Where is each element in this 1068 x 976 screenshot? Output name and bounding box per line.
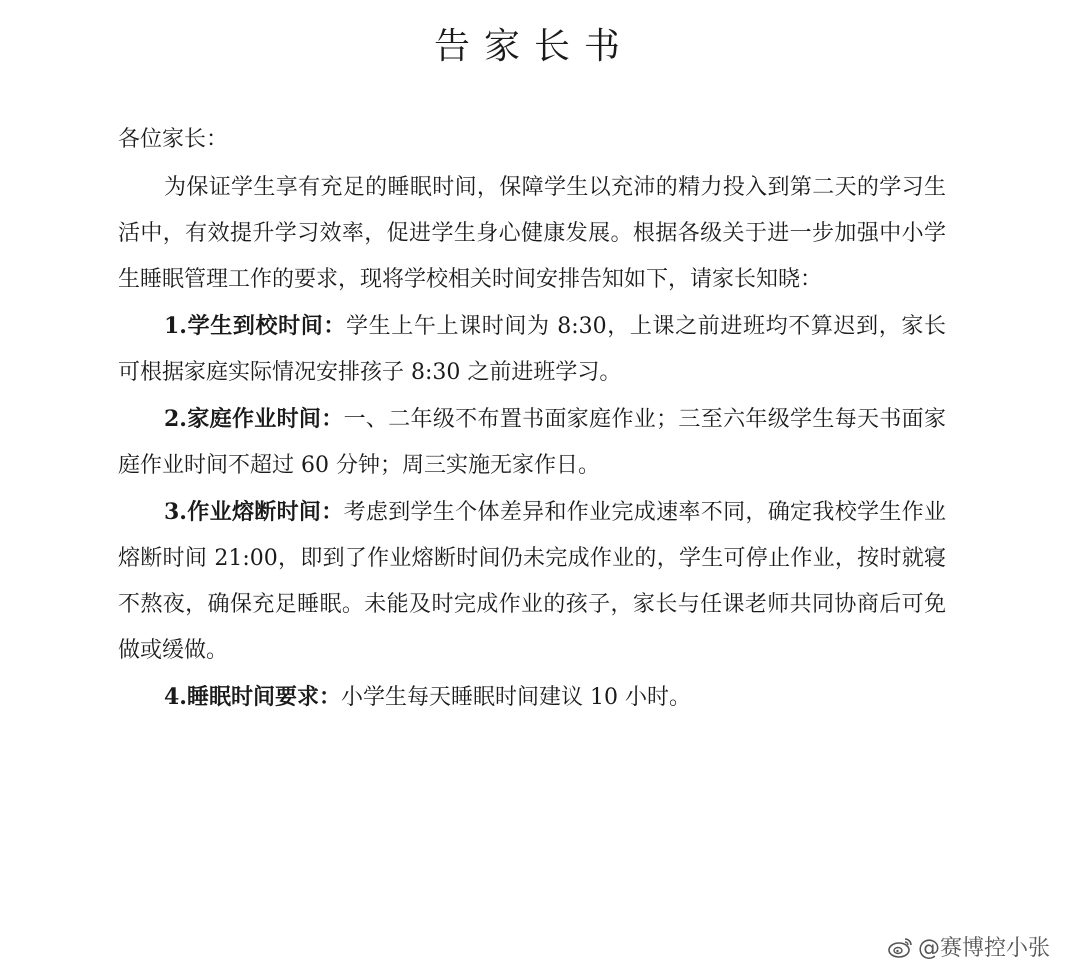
item-text: 小学生每天睡眠时间建议 10 小时。 — [340, 685, 691, 710]
item-homework-time — [118, 396, 946, 489]
item-heading: 1.学生到校时间： — [164, 313, 346, 339]
document-title: 告家长书 — [433, 26, 634, 67]
weibo-icon — [888, 936, 914, 958]
item-heading: 4.睡眠时间要求： — [164, 684, 341, 710]
watermark-text: @赛博控小张 — [917, 936, 1050, 961]
intro-paragraph: 为保证学生享有充足的睡眠时间，保障学生以充沛的精力投入到第二天的学习生活中，有效提升学习效率，促进学生身心健康发展。根据各级关于进一步加强中小学生睡眠管理工作的要求，现将学校相关时间安排告知如下，请家长知晓： — [118, 175, 946, 292]
item-homework-cutoff — [118, 489, 946, 674]
item-heading: 2.家庭作业时间： — [164, 406, 344, 432]
item-text: 一、二年级不布置书面家庭作业；三至六年级学生每天书面家庭作业时间不超过 60 分钟；周三实施无家作日。 — [118, 407, 946, 478]
item-sleep-requirement — [118, 674, 946, 721]
item-text: 考虑到学生个体差异和作业完成速率不同，确定我校学生作业熔断时间 21:00，即到了作业熔断时间仍未完成作业的，学生可停止作业，按时就寝不熬夜，确保充足睡眠。未能及时完成作业的孩子，家长与任课老师共同协商后可免做或缓做。 — [118, 500, 946, 663]
item-text: 学生上午上课时间为 8:30，上课之前进班均不算迟到，家长可根据家庭实际情况安排孩子 8:30 之前进班学习。 — [118, 314, 946, 385]
item-heading: 3.作业熔断时间： — [164, 499, 344, 525]
item-arrival-time — [118, 303, 946, 396]
watermark — [888, 931, 1050, 962]
salutation: 各位家长： — [118, 127, 229, 152]
document-body — [118, 121, 946, 721]
